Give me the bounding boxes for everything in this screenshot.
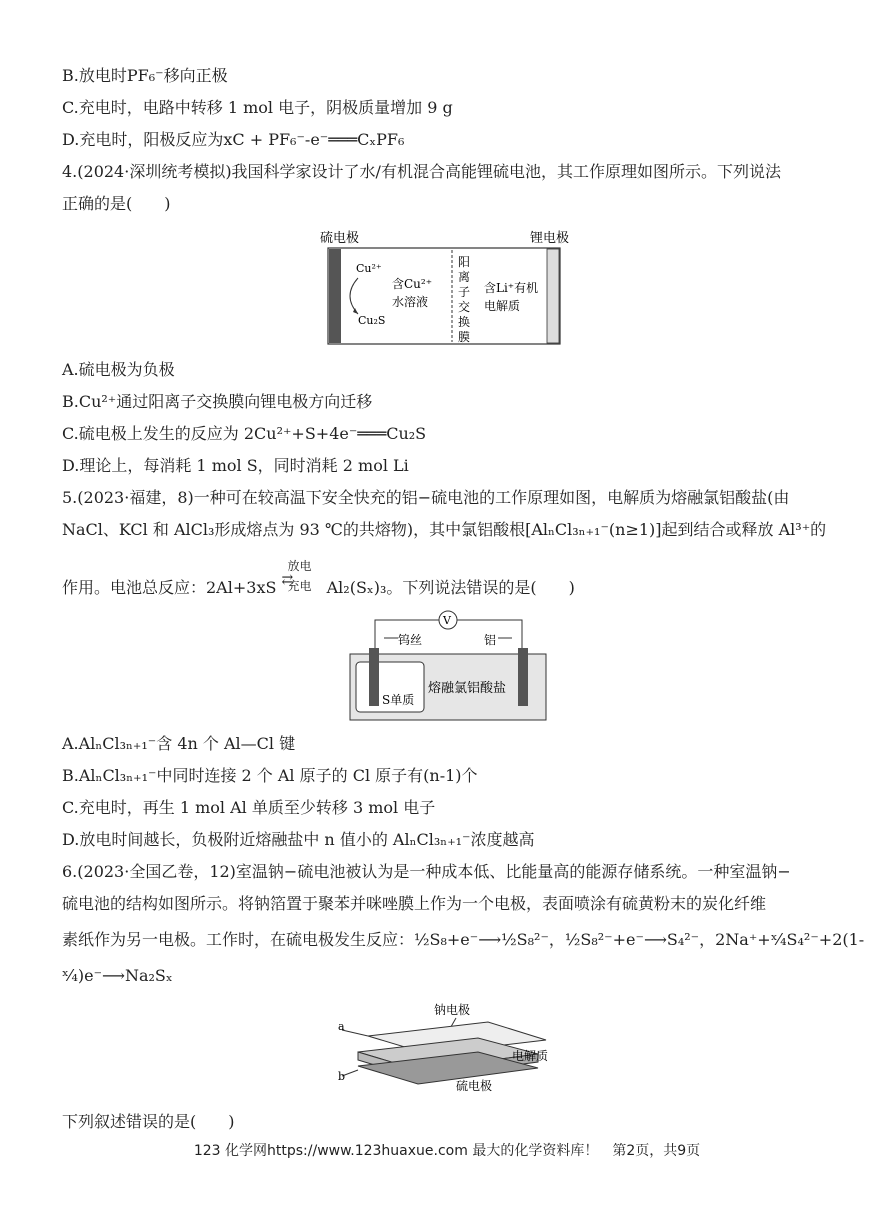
- q6-stem-line3: 素纸作为另一电极。工作时，在硫电极发生反应：½S₈+e⁻⟶½S₈²⁻，½S₈²⁻+e⁻⟶S₄²⁻，2Na⁺+ˣ⁄₄S₄²⁻+2(1-: [62, 930, 865, 949]
- q6-stem-line2: 硫电池的结构如图所示。将钠箔置于聚苯并咪唑膜上作为一个电极，表面喷涂有硫黄粉末的炭化纤维: [62, 894, 767, 913]
- sulfur-electrode-label: 硫电极: [456, 1079, 493, 1093]
- membrane-char: 膜: [458, 330, 471, 344]
- membrane-char: 换: [458, 315, 471, 329]
- molten-salt-label: 熔融氯铝酸盐: [428, 681, 507, 696]
- membrane-char: 交: [458, 300, 471, 314]
- membrane-char: 阳: [458, 255, 471, 269]
- q6-tail: 下列叙述错误的是( ): [62, 1112, 235, 1131]
- q6-stem-line1: 6.(2023·全国乙卷，12)室温钠−硫电池被认为是一种成本低、比能量高的能源存储系统。一种室温钠−: [62, 862, 791, 881]
- sulfur-electrode-label: 硫电极: [320, 231, 360, 246]
- q5-stem-line3: [62, 559, 575, 598]
- q4-option-a: A.硫电极为负极: [62, 360, 175, 379]
- aqueous-label-2: 水溶液: [392, 295, 429, 309]
- sulfur-label: S单质: [382, 693, 415, 707]
- q4-stem-line2: 正确的是( ): [62, 194, 171, 213]
- page-footer: 123 化学网https://www.123huaxue.com 最大的化学资料库！ 第2页，共9页: [193, 1143, 701, 1159]
- q4-option-d: D.理论上，每消耗 1 mol S，同时消耗 2 mol Li: [62, 456, 409, 475]
- voltmeter-label: V: [443, 614, 451, 627]
- q5-option-a: A.AlₙCl₃ₙ₊₁⁻含 4n 个 Al—Cl 键: [62, 734, 296, 753]
- q5-reaction-left: 作用。电池总反应：2Al+3xS: [62, 578, 277, 597]
- organic-label-1: 含Li⁺有机: [484, 281, 539, 295]
- lithium-sulfur-battery-figure: [320, 226, 580, 348]
- q3-option-b: B.放电时PF₆⁻移向正极: [62, 66, 228, 85]
- double-arrow-icon: ⇄: [281, 572, 294, 588]
- discharge-label: 放电: [287, 559, 312, 573]
- aluminum-electrode: [518, 648, 528, 706]
- lead-a: [342, 1030, 368, 1036]
- tungsten-electrode: [369, 648, 379, 706]
- q5-option-b: B.AlₙCl₃ₙ₊₁⁻中同时连接 2 个 Al 原子的 Cl 原子有(n-1)个: [62, 766, 478, 785]
- q5-stem-line1: 5.(2023·福建，8)一种可在较高温下安全快充的铝−硫电池的工作原理如图，电解质为熔融氯铝酸盐(由: [62, 488, 790, 507]
- sodium-sulfur-battery-figure: [338, 996, 578, 1096]
- tungsten-label: 钨丝: [398, 633, 423, 647]
- q5-reaction-right: Al₂(Sₓ)₃。下列说法错误的是( ): [326, 578, 575, 597]
- q3-option-d: D.充电时，阳极反应为xC + PF₆⁻-e⁻═══CₓPF₆: [62, 130, 405, 149]
- q5-option-d: D.放电时间越长，负极附近熔融盐中 n 值小的 AlₙCl₃ₙ₊₁⁻浓度越高: [62, 830, 535, 849]
- aluminum-label: 铝: [484, 633, 497, 647]
- membrane-char: 子: [458, 285, 471, 299]
- q5-stem-line2: NaCl、KCl 和 AlCl₃形成熔点为 93 ℃的共熔物)，其中氯铝酸根[AlₙCl₃ₙ₊₁⁻(n≥1)]起到结合或释放 Al³⁺的: [62, 520, 827, 539]
- membrane-char: 离: [458, 270, 471, 284]
- membrane-label: [458, 255, 470, 344]
- organic-label-2: 电解质: [484, 299, 521, 313]
- terminal-b: b: [338, 1070, 346, 1083]
- sodium-electrode-label: 钠电极: [434, 1003, 471, 1017]
- charge-label: 充电: [287, 579, 312, 593]
- q5-option-c: C.充电时，再生 1 mol Al 单质至少转移 3 mol 电子: [62, 798, 436, 817]
- q3-option-c: C.充电时，电路中转移 1 mol 电子，阴极质量增加 9 g: [62, 98, 453, 117]
- terminal-a: a: [338, 1020, 345, 1033]
- reversible-arrow: [281, 559, 322, 598]
- cu2s-label: Cu₂S: [358, 314, 386, 327]
- lithium-electrode-label: 锂电极: [530, 231, 570, 246]
- sulfur-electrode: [329, 249, 341, 343]
- q4-stem-line1: 4.(2024·深圳统考模拟)我国科学家设计了水/有机混合高能锂硫电池，其工作原理如图所示。下列说法: [62, 162, 781, 181]
- electrolyte-label: 电解质: [512, 1049, 549, 1063]
- aluminum-sulfur-battery-figure: [348, 606, 548, 724]
- lithium-electrode: [547, 249, 559, 343]
- q4-option-b: B.Cu²⁺通过阳离子交换膜向锂电极方向迁移: [62, 392, 373, 411]
- cu-ion-label: Cu²⁺: [356, 262, 382, 275]
- q4-option-c: C.硫电极上发生的反应为 2Cu²⁺+S+4e⁻═══Cu₂S: [62, 424, 427, 443]
- aqueous-label-1: 含Cu²⁺: [392, 277, 433, 291]
- q6-stem-line4: ˣ⁄₄)e⁻⟶Na₂Sₓ: [62, 966, 173, 985]
